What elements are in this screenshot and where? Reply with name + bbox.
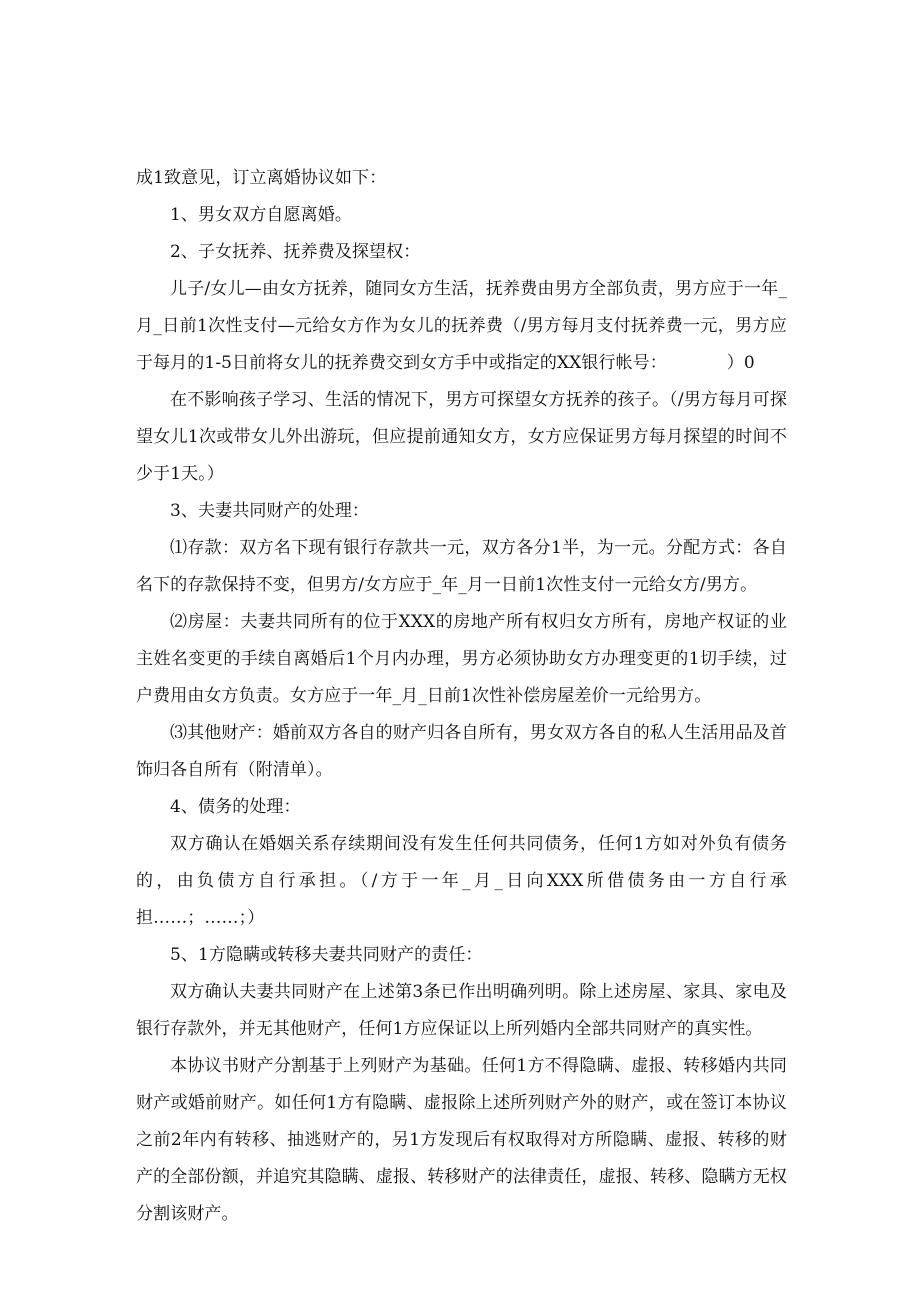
clause-5-heading: 5、1方隐瞒或转移夫妻共同财产的责任： [170, 945, 483, 965]
clause-4-heading: 4、债务的处理： [170, 797, 301, 817]
paragraph-property-confirmation: 双方确认夫妻共同财产在上述第3条已作出明确列明。除上述房屋、家具、家电及银行存款外，并无其他财产，任何1方应保证以上所列婚内全部共同财产的真实性。 [136, 982, 787, 1039]
clause-2-heading: 2、子女抚养、抚养费及探望权： [170, 242, 421, 262]
paragraph-housing: ⑵房屋：夫妻共同所有的位于XXX的房地产所有权归女方所有，房地产权证的业主姓名变更的手续自离婚后1个月内办理，男方必须协助女方办理变更的1切手续，过户费用由女方负责。女方应于一年_月_日前1次性补偿房屋差价一元给男方。 [136, 612, 787, 706]
clause-1-heading: 1、男女双方自愿离婚。 [170, 205, 352, 225]
document-body [136, 160, 787, 1233]
paragraph-other-property: ⑶其他财产：婚前双方各自的财产归各自所有，男女双方各自的私人生活用品及首饰归各自所有（附清单）。 [136, 723, 787, 780]
clause-3-heading: 3、夫妻共同财产的处理： [170, 501, 370, 521]
paragraph-visitation: 在不影响孩子学习、生活的情况下，男方可探望女方抚养的孩子。（/男方每月可探望女儿1次或带女儿外出游玩，但应提前通知女方，女方应保证男方每月探望的时间不少于1天。） [136, 390, 787, 484]
paragraph-property-division: 本协议书财产分割基于上列财产为基础。任何1方不得隐瞒、虚报、转移婚内共同财产或婚前财产。如任何1方有隐瞒、虚报除上述所列财产外的财产，或在签订本协议之前2年内有转移、抽逃财产的，另1方发现后有权取得对方所隐瞒、虚报、转移的财产的全部份额，并追究其隐瞒、虚报、转移财产的法律责任，虚报、转移、隐瞒方无权分割该财产。 [136, 1056, 787, 1224]
paragraph-child-support: 儿子/女儿—由女方抚养，随同女方生活，抚养费由男方全部负责，男方应于一年_月_日前1次性支付—元给女方作为女儿的抚养费（/男方每月支付抚养费一元，男方应于每月的1-5日前将女儿的抚养费交到女方手中或指定的XX银行帐号： ）0 [136, 279, 787, 373]
paragraph-intro: 成1致意见，订立离婚协议如下： [136, 168, 387, 188]
paragraph-deposits: ⑴存款：双方名下现有银行存款共一元，双方各分1半，为一元。分配方式：各自名下的存款保持不变，但男方/女方应于_年_月一日前1次性支付一元给女方/男方。 [136, 538, 787, 595]
paragraph-debts: 双方确认在婚姻关系存续期间没有发生任何共同债务，任何1方如对外负有债务的，由负债方自行承担。（/方于一年_月_日向XXX所借债务由一方自行承担……；……；） [136, 834, 787, 928]
